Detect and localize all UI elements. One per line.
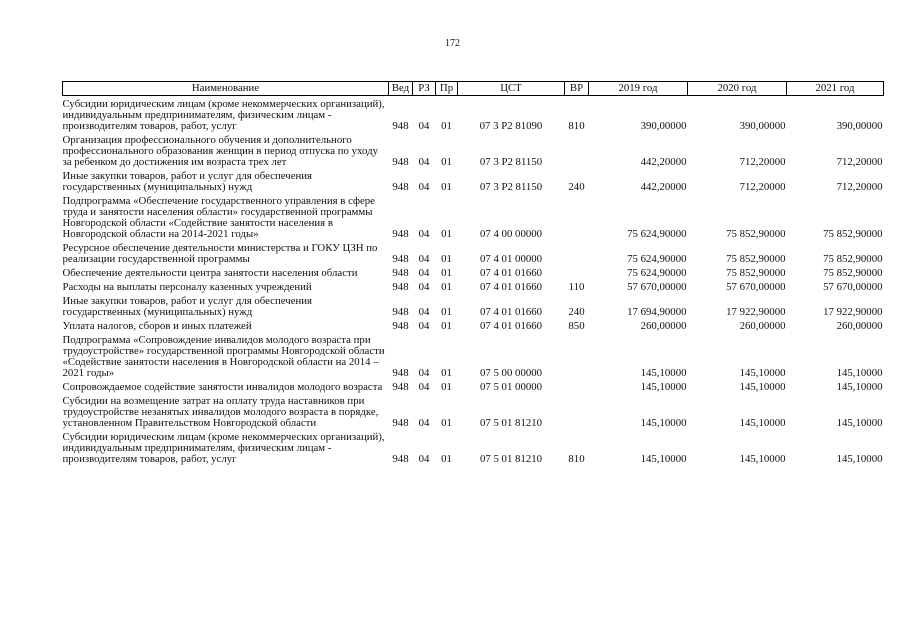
row-cst: 07 5 01 00000 bbox=[479, 381, 543, 393]
row-name: Организация профессионального обучения и дополнительного профессионального образования женщин в период отпуска по уходу за ребенком до достижения им возраста трех лет bbox=[62, 134, 378, 168]
row-cst: 07 5 00 00000 bbox=[479, 367, 543, 379]
row-value-2019: 145,10000 bbox=[640, 417, 687, 429]
row-value-2021: 75 852,90000 bbox=[823, 267, 883, 279]
table-row bbox=[63, 279, 884, 293]
row-name: Обеспечение деятельности центра занятости населения области bbox=[62, 267, 358, 279]
budget-table bbox=[62, 81, 884, 465]
row-name: Расходы на выплаты персоналу казенных учреждений bbox=[62, 281, 312, 293]
row-vr bbox=[565, 265, 589, 279]
row-value-2019: 145,10000 bbox=[640, 381, 687, 393]
row-vr: 240 bbox=[568, 306, 585, 318]
row-pr: 01 bbox=[441, 267, 452, 279]
row-pr: 01 bbox=[441, 306, 452, 318]
row-cst: 07 4 01 01660 bbox=[479, 320, 543, 332]
table-row bbox=[63, 168, 884, 193]
row-cst: 07 4 01 01660 bbox=[479, 281, 543, 293]
row-ved: 948 bbox=[392, 181, 409, 193]
row-value-2020: 17 922,90000 bbox=[726, 306, 786, 318]
row-value-2019: 75 624,90000 bbox=[627, 267, 687, 279]
row-value-2021: 145,10000 bbox=[836, 453, 883, 465]
row-pr: 01 bbox=[441, 281, 452, 293]
row-pr: 01 bbox=[441, 367, 452, 379]
row-value-2019: 260,00000 bbox=[640, 320, 687, 332]
row-cst: 07 5 01 81210 bbox=[479, 453, 543, 465]
row-cst: 07 4 01 01660 bbox=[479, 267, 543, 279]
row-vr bbox=[565, 393, 589, 429]
row-name: Ресурсное обеспечение деятельности министерства и ГОКУ ЦЗН по реализации государственной программы bbox=[62, 242, 378, 265]
row-value-2020: 260,00000 bbox=[739, 320, 786, 332]
row-rz: 04 bbox=[418, 120, 430, 132]
row-ved: 948 bbox=[392, 253, 409, 265]
row-name: Иные закупки товаров, работ и услуг для обеспечения государственных (муниципальных) нужд bbox=[62, 295, 313, 318]
row-rz: 04 bbox=[418, 228, 430, 240]
row-cst: 07 4 01 00000 bbox=[479, 253, 543, 265]
row-vr: 810 bbox=[568, 120, 585, 132]
table-row bbox=[63, 429, 884, 465]
row-pr: 01 bbox=[441, 417, 452, 429]
table-row bbox=[63, 240, 884, 265]
row-value-2021: 75 852,90000 bbox=[823, 228, 883, 240]
row-name: Сопровождаемое содействие занятости инвалидов молодого возраста bbox=[62, 381, 383, 393]
row-pr: 01 bbox=[441, 120, 452, 132]
row-vr bbox=[565, 240, 589, 265]
table-row bbox=[63, 96, 884, 133]
row-ved: 948 bbox=[392, 281, 409, 293]
row-pr: 01 bbox=[441, 453, 452, 465]
row-ved: 948 bbox=[392, 320, 409, 332]
row-value-2021: 17 922,90000 bbox=[823, 306, 883, 318]
row-pr: 01 bbox=[441, 320, 452, 332]
row-value-2020: 712,20000 bbox=[739, 181, 786, 193]
table-body bbox=[63, 96, 884, 466]
row-pr: 01 bbox=[441, 381, 452, 393]
row-rz: 04 bbox=[418, 181, 430, 193]
row-value-2019: 145,10000 bbox=[640, 453, 687, 465]
row-rz: 04 bbox=[418, 381, 430, 393]
row-rz: 04 bbox=[418, 453, 430, 465]
row-value-2020: 145,10000 bbox=[739, 381, 786, 393]
row-ved: 948 bbox=[392, 381, 409, 393]
row-pr: 01 bbox=[441, 156, 452, 168]
row-vr: 240 bbox=[568, 181, 585, 193]
row-ved: 948 bbox=[392, 267, 409, 279]
row-vr: 850 bbox=[568, 320, 585, 332]
row-name: Субсидии юридическим лицам (кроме некоммерческих организаций), индивидуальным предпринимателям, физическим лицам - производителям товаров, работ, услуг bbox=[62, 431, 385, 465]
row-ved: 948 bbox=[392, 120, 409, 132]
table-row bbox=[63, 132, 884, 168]
row-pr: 01 bbox=[441, 253, 452, 265]
row-value-2019: 75 624,90000 bbox=[627, 228, 687, 240]
row-value-2021: 712,20000 bbox=[836, 181, 883, 193]
row-value-2021: 145,10000 bbox=[836, 417, 883, 429]
row-vr: 810 bbox=[568, 453, 585, 465]
row-value-2020: 145,10000 bbox=[739, 453, 786, 465]
row-value-2020: 145,10000 bbox=[739, 367, 786, 379]
row-rz: 04 bbox=[418, 417, 430, 429]
row-rz: 04 bbox=[418, 156, 430, 168]
row-rz: 04 bbox=[418, 306, 430, 318]
row-cst: 07 3 P2 81150 bbox=[479, 156, 543, 168]
row-ved: 948 bbox=[392, 156, 409, 168]
row-value-2019: 75 624,90000 bbox=[627, 253, 687, 265]
table-row bbox=[63, 293, 884, 318]
row-ved: 948 bbox=[392, 228, 409, 240]
row-value-2021: 75 852,90000 bbox=[823, 253, 883, 265]
row-value-2019: 442,20000 bbox=[640, 181, 687, 193]
row-vr bbox=[565, 193, 589, 240]
row-value-2021: 145,10000 bbox=[836, 381, 883, 393]
table-header-row bbox=[63, 82, 884, 96]
row-value-2021: 145,10000 bbox=[836, 367, 883, 379]
table-row bbox=[63, 193, 884, 240]
row-vr bbox=[565, 379, 589, 393]
row-value-2019: 390,00000 bbox=[640, 120, 687, 132]
table-row bbox=[63, 379, 884, 393]
row-cst: 07 5 01 81210 bbox=[479, 417, 543, 429]
row-vr bbox=[565, 332, 589, 379]
row-cst: 07 4 01 01660 bbox=[479, 306, 543, 318]
column-header-pr: Пр bbox=[436, 82, 458, 96]
page-number: 172 bbox=[445, 38, 460, 49]
row-name: Субсидии на возмещение затрат на оплату труда наставников при трудоустройстве незанятых инвалидов молодого возраста в порядке, установленном Правительством Новгородской области bbox=[62, 395, 379, 429]
row-ved: 948 bbox=[392, 367, 409, 379]
row-value-2020: 75 852,90000 bbox=[726, 267, 786, 279]
table-row bbox=[63, 318, 884, 332]
row-value-2019: 442,20000 bbox=[640, 156, 687, 168]
row-vr: 110 bbox=[568, 281, 585, 293]
row-name: Подпрограмма «Обеспечение государственного управления в сфере труда и занятости населения области» государственной программы Новгородской области «Содействие занятости населения в Новгородской области на 2014-2021 годы» bbox=[62, 195, 375, 240]
column-header-rz: РЗ bbox=[413, 82, 436, 96]
row-value-2021: 260,00000 bbox=[836, 320, 883, 332]
column-header-2019: 2019 год bbox=[589, 82, 688, 96]
row-value-2020: 75 852,90000 bbox=[726, 228, 786, 240]
row-pr: 01 bbox=[441, 228, 452, 240]
row-rz: 04 bbox=[418, 281, 430, 293]
column-header-ved: Вед bbox=[389, 82, 413, 96]
row-value-2021: 712,20000 bbox=[836, 156, 883, 168]
row-value-2021: 57 670,00000 bbox=[823, 281, 883, 293]
column-header-2021: 2021 год bbox=[787, 82, 884, 96]
row-ved: 948 bbox=[392, 306, 409, 318]
row-ved: 948 bbox=[392, 417, 409, 429]
row-cst: 07 3 P2 81150 bbox=[479, 181, 543, 193]
row-name: Уплата налогов, сборов и иных платежей bbox=[62, 320, 252, 332]
row-rz: 04 bbox=[418, 367, 430, 379]
row-name: Подпрограмма «Сопровождение инвалидов молодого возраста при трудоустройстве» государственной программы Новгородской области «Содействие занятости населения в Новгородской области на 2014 – 2021 годы» bbox=[62, 334, 385, 379]
column-header-cst: ЦСТ bbox=[458, 82, 565, 96]
row-value-2019: 17 694,90000 bbox=[627, 306, 687, 318]
row-value-2020: 57 670,00000 bbox=[726, 281, 786, 293]
row-name: Иные закупки товаров, работ и услуг для обеспечения государственных (муниципальных) нужд bbox=[62, 170, 313, 193]
row-rz: 04 bbox=[418, 267, 430, 279]
row-cst: 07 4 00 00000 bbox=[479, 228, 543, 240]
row-value-2019: 57 670,00000 bbox=[627, 281, 687, 293]
table-row bbox=[63, 393, 884, 429]
column-header-vr: ВР bbox=[565, 82, 589, 96]
row-pr: 01 bbox=[441, 181, 452, 193]
row-value-2020: 712,20000 bbox=[739, 156, 786, 168]
row-value-2020: 145,10000 bbox=[739, 417, 786, 429]
row-rz: 04 bbox=[418, 320, 430, 332]
column-header-2020: 2020 год bbox=[688, 82, 787, 96]
row-rz: 04 bbox=[418, 253, 430, 265]
row-value-2021: 390,00000 bbox=[836, 120, 883, 132]
row-vr bbox=[565, 132, 589, 168]
table-row bbox=[63, 332, 884, 379]
row-value-2020: 390,00000 bbox=[739, 120, 786, 132]
row-value-2020: 75 852,90000 bbox=[726, 253, 786, 265]
row-name: Субсидии юридическим лицам (кроме некоммерческих организаций), индивидуальным предпринимателям, физическим лицам - производителям товаров, работ, услуг bbox=[62, 98, 385, 132]
table-row bbox=[63, 265, 884, 279]
row-value-2019: 145,10000 bbox=[640, 367, 687, 379]
column-header-name: Наименование bbox=[63, 82, 389, 96]
row-cst: 07 3 P2 81090 bbox=[479, 120, 543, 132]
row-ved: 948 bbox=[392, 453, 409, 465]
